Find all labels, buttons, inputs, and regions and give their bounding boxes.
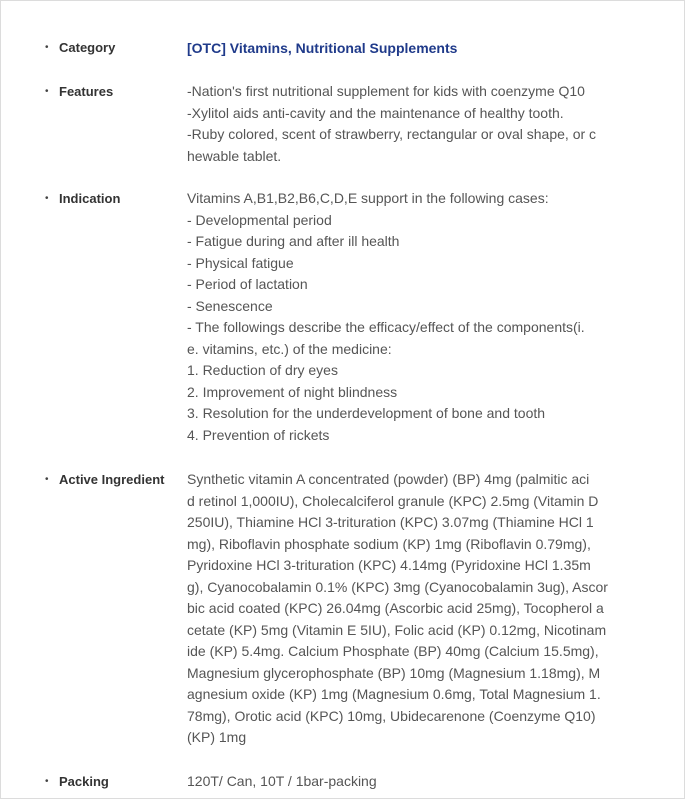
indication-line: - Fatigue during and after ill health <box>187 233 400 249</box>
bullet-icon: • <box>45 86 49 97</box>
active-ingredient-line: mg), Riboflavin phosphate sodium (KP) 1mg (Riboflavin 0.79mg), <box>187 535 591 552</box>
features-value <box>187 81 651 167</box>
indication-line: 3. Resolution for the underdevelopment of bone and tooth <box>187 405 546 421</box>
bullet-icon: • <box>45 776 49 787</box>
category-label: Category <box>59 40 116 55</box>
indication-line: - Period of lactation <box>187 276 308 292</box>
active-ingredient-line: d retinol 1,000IU), Cholecalciferol granule (KPC) 2.5mg (Vitamin D <box>187 492 599 509</box>
bullet-icon: • <box>45 193 49 204</box>
features-line: -Nation's first nutritional supplement for kids with coenzyme Q10 <box>187 83 585 99</box>
packing-label: Packing <box>59 774 109 789</box>
active-ingredient-line: bic acid coated (KPC) 26.04mg (Ascorbic acid 25mg), Tocopherol a <box>187 600 604 616</box>
packing-value: 120T/ Can, 10T / 1bar-packing <box>187 773 377 789</box>
indication-line: - The followings describe the efficacy/effect of the components(i. <box>187 319 585 335</box>
indication-label: Indication <box>59 191 121 206</box>
active-ingredient-line: Synthetic vitamin A concentrated (powder) (BP) 4mg (palmitic aci <box>187 471 590 487</box>
category-value: [OTC] Vitamins, Nutritional Supplements <box>187 40 458 56</box>
indication-line: Vitamins A,B1,B2,B6,C,D,E support in the following cases: <box>187 190 549 206</box>
features-line: -Xylitol aids anti-cavity and the maintenance of healthy tooth. <box>187 104 564 121</box>
active-ingredient-line: Pyridoxine HCl 3-trituration (KPC) 4.14mg (Pyridoxine HCl 1.35m <box>187 557 591 573</box>
indication-line: - Developmental period <box>187 211 332 228</box>
indication-value <box>187 188 651 446</box>
indication-line: 2. Improvement of night blindness <box>187 383 398 400</box>
active-ingredient-line: g), Cyanocobalamin 0.1% (KPC) 3mg (Cyanocobalamin 3ug), Ascor <box>187 578 608 595</box>
features-line: hewable tablet. <box>187 147 282 164</box>
features-label: Features <box>59 84 114 99</box>
indication-line: 1. Reduction of dry eyes <box>187 362 338 378</box>
indication-line: e. vitamins, etc.) of the medicine: <box>187 340 392 357</box>
active-ingredient-label: Active Ingredient <box>59 472 165 487</box>
active-ingredient-line: 250IU), Thiamine HCl 3-trituration (KPC) 3.07mg (Thiamine HCl 1 <box>187 514 594 530</box>
active-ingredient-line: agnesium oxide (KP) 1mg (Magnesium 0.6mg, Total Magnesium 1. <box>187 686 601 702</box>
bullet-icon: • <box>45 474 49 485</box>
active-ingredient-line: 78mg), Orotic acid (KPC) 10mg, Ubidecarenone (Coenzyme Q10) <box>187 707 596 724</box>
features-line: -Ruby colored, scent of strawberry, rectangular or oval shape, or c <box>187 126 597 142</box>
active-ingredient-line: Magnesium glycerophosphate (BP) 10mg (Magnesium 1.18mg), M <box>187 664 601 681</box>
indication-line: - Senescence <box>187 297 273 314</box>
active-ingredient-line: cetate (KP) 5mg (Vitamin E 5IU), Folic acid (KP) 0.12mg, Nicotinam <box>187 621 607 638</box>
active-ingredient-value <box>187 469 651 749</box>
bullet-icon: • <box>45 42 49 53</box>
active-ingredient-line: ide (KP) 5.4mg. Calcium Phosphate (BP) 40mg (Calcium 15.5mg), <box>187 643 599 659</box>
active-ingredient-line: (KP) 1mg <box>187 729 247 745</box>
indication-line: 4. Prevention of rickets <box>187 426 330 443</box>
indication-line: - Physical fatigue <box>187 254 294 271</box>
